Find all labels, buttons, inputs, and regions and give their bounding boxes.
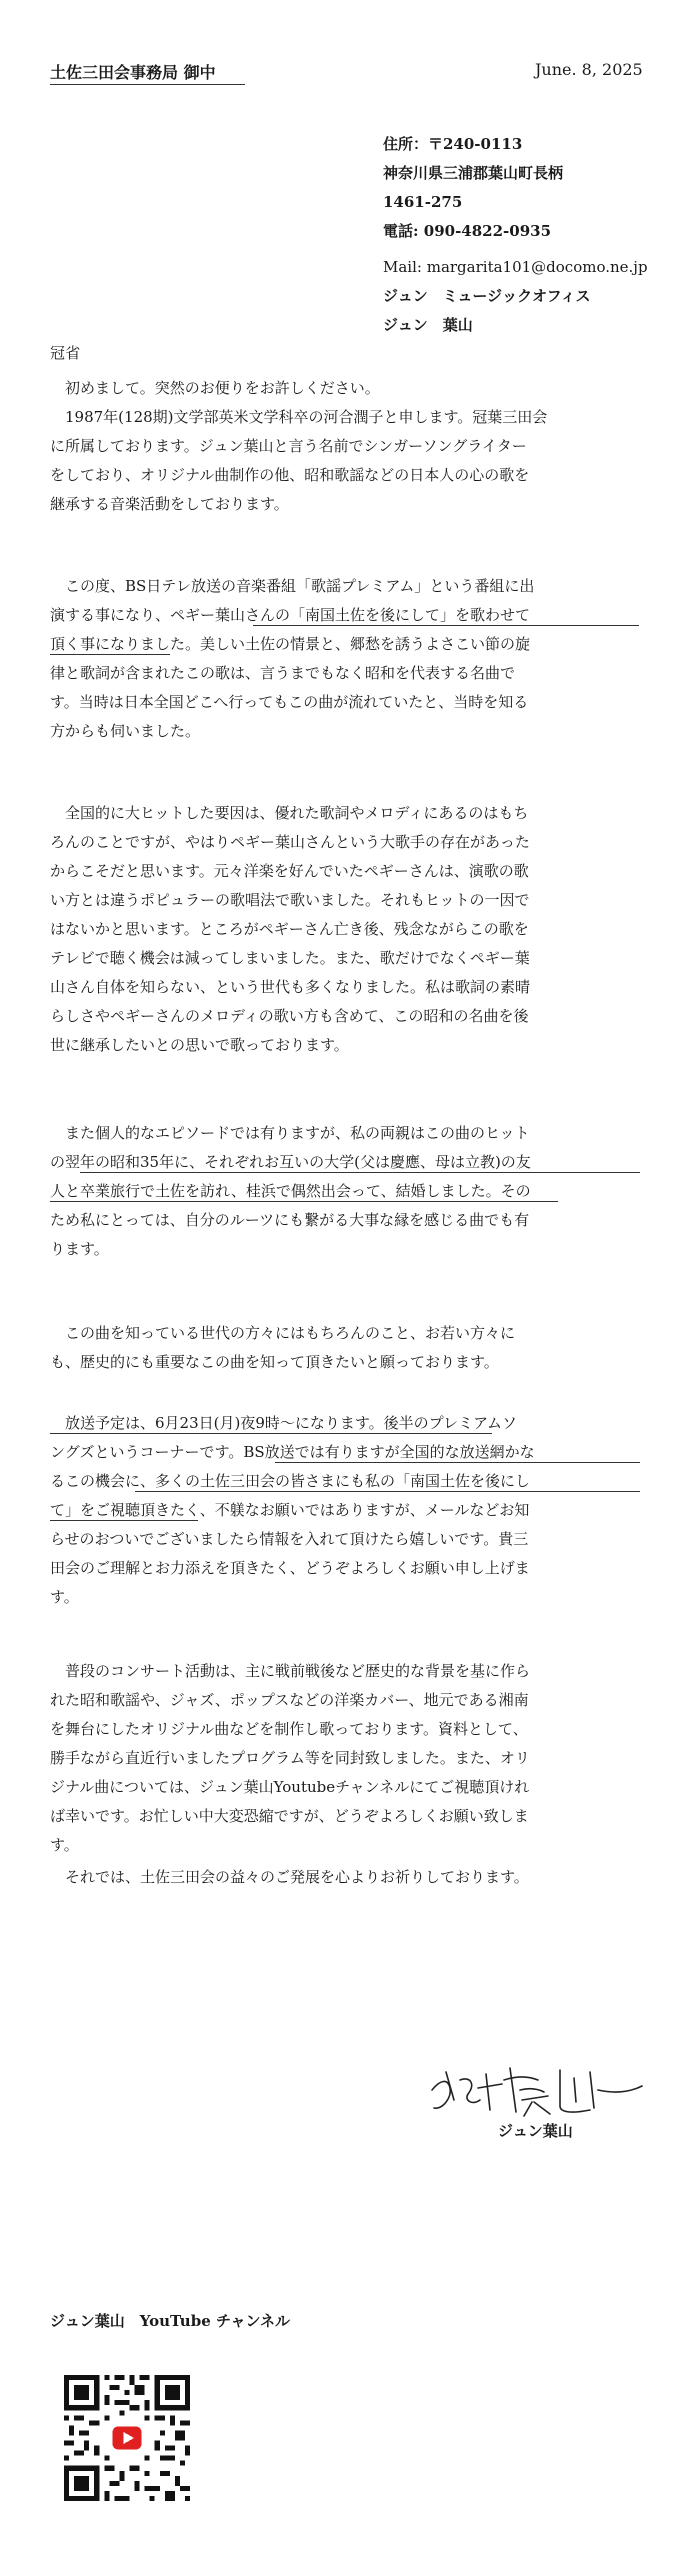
underline xyxy=(50,654,170,655)
paragraph-line: テレビで聴く機会は減ってしまいました。また、歌だけでなくペギー葉 xyxy=(50,949,530,967)
sender-postal: 住所：〒240-0113 xyxy=(383,135,523,153)
paragraph-line: 初めまして。突然のお便りをお許しください。 xyxy=(50,379,380,397)
recipient-line: 土佐三田会事務局 御中 xyxy=(50,63,216,82)
paragraph-line: 頂く事になりました。美しい土佐の情景と、郷愁を誘うよさこい節の旋 xyxy=(50,635,531,653)
paragraph-line: 放送予定は、6月23日(月)夜9時～になります。後半のプレミアムソ xyxy=(50,1414,518,1432)
paragraph-line: それでは、土佐三田会の益々のご発展を心よりお祈りしております。 xyxy=(50,1868,529,1886)
paragraph-line: に所属しております。ジュン葉山と言う名前でシンガーソングライター xyxy=(50,437,527,455)
sender-name: ジュン 葉山 xyxy=(383,316,473,334)
paragraph-line: この度、BS日テレ放送の音楽番組「歌謡プレミアム」という番組に出 xyxy=(50,577,535,595)
paragraph-line: この曲を知っている世代の方々にはもちろんのこと、お若い方々に xyxy=(50,1324,516,1342)
sender-address-2: 1461-275 xyxy=(383,193,463,211)
greeting: 冠省 xyxy=(50,344,81,362)
paragraph-line: 方からも伺いました。 xyxy=(50,722,201,740)
paragraph-line: い方とは違うポピュラーの歌唱法で歌いました。それもヒットの一因で xyxy=(50,891,530,909)
signature-name: ジュン葉山 xyxy=(498,2122,573,2140)
paragraph-line: はないかと思います。ところがペギーさん亡き後、残念ながらこの歌を xyxy=(50,920,529,938)
paragraph-line: 人と卒業旅行で土佐を訪れ、桂浜で偶然出会って、結婚しました。その xyxy=(50,1182,531,1200)
paragraph-line: も、歴史的にも重要なこの曲を知って頂きたいと願っております。 xyxy=(50,1353,499,1371)
paragraph-line: を舞台にしたオリジナル曲などを制作し歌っております。資料として、 xyxy=(50,1720,528,1738)
paragraph-line: 全国的に大ヒットした要因は、優れた歌詞やメロディにあるのはもち xyxy=(50,804,529,822)
paragraph-line: す。 xyxy=(50,1836,79,1854)
paragraph-line: 世に継承したいとの思いで歌っております。 xyxy=(50,1036,349,1054)
paragraph-line: て」をご視聴頂きたく、不躾なお願いではありますが、メールなどお知 xyxy=(50,1501,530,1519)
paragraph-line: ろんのことですが、やはりペギー葉山さんという大歌手の存在があった xyxy=(50,833,530,851)
paragraph-line: 普段のコンサート活動は、主に戦前戦後など歴史的な背景を基に作ら xyxy=(50,1662,531,1680)
paragraph-line: 1987年(128期)文学部英米文学科卒の河合潤子と申します。冠葉三田会 xyxy=(50,408,548,426)
paragraph-line: らしさやペギーさんのメロディの歌い方も含めて、この昭和の名曲を後 xyxy=(50,1007,529,1025)
paragraph-line: 勝手ながら直近行いましたプログラム等を同封致しました。また、オリ xyxy=(50,1749,530,1767)
paragraph-line: ングズというコーナーです。BS放送では有りますが全国的な放送網かな xyxy=(50,1443,535,1461)
paragraph-line: また個人的なエピソードでは有りますが、私の両親はこの曲のヒット xyxy=(50,1124,530,1142)
youtube-channel-label: ジュン葉山 YouTube チャンネル xyxy=(50,2312,291,2330)
paragraph-line: す。 xyxy=(50,1588,79,1606)
underline xyxy=(275,1462,640,1463)
sender-mail: Mail: margarita101@docomo.ne.jp xyxy=(383,258,648,276)
paragraph-line: らせのおついでございましたら情報を入れて頂けたら嬉しいです。貴三 xyxy=(50,1530,529,1548)
paragraph-line: ため私にとっては、自分のルーツにも繋がる大事な縁を感じる曲でも有 xyxy=(50,1211,530,1229)
paragraph-line: 演する事になり、ペギー葉山さんの「南国土佐を後にして」を歌わせて xyxy=(50,606,531,624)
underline xyxy=(80,1172,640,1173)
paragraph-line: 継承する音楽活動をしております。 xyxy=(50,495,289,513)
paragraph-line: をしており、オリジナル曲制作の他、昭和歌謡などの日本人の心の歌を xyxy=(50,466,530,484)
sender-phone: 電話: 090-4822-0935 xyxy=(383,222,552,240)
paragraph-line: ば幸いです。お忙しい中大変恐縮ですが、どうぞよろしくお願い致しま xyxy=(50,1807,529,1825)
letter-date: June. 8, 2025 xyxy=(535,60,643,79)
underline xyxy=(50,1520,198,1521)
sender-address-1: 神奈川県三浦郡葉山町長柄 xyxy=(383,164,564,182)
underline xyxy=(135,1491,640,1492)
underline xyxy=(253,625,639,626)
youtube-qr-code[interactable] xyxy=(64,2375,190,2501)
paragraph-line: るこの機会に、多くの土佐三田会の皆さまにも私の「南国土佐を後にし xyxy=(50,1472,531,1490)
paragraph-line: 山さん自体を知らない、という世代も多くなりました。私は歌詞の素晴 xyxy=(50,978,531,996)
paragraph-line: れた昭和歌謡や、ジャズ、ポップスなどの洋楽カバー、地元である湘南 xyxy=(50,1691,529,1709)
paragraph-line: からこそだと思います。元々洋楽を好んでいたペギーさんは、演歌の歌 xyxy=(50,862,529,880)
underline xyxy=(50,1433,492,1434)
recipient-underline xyxy=(50,84,245,85)
paragraph-line: の翌年の昭和35年に、それぞれお互いの大学(父は慶應、母は立教)の友 xyxy=(50,1153,531,1171)
sender-office: ジュン ミュージックオフィス xyxy=(383,287,591,305)
paragraph-line: 律と歌詞が含まれたこの歌は、言うまでもなく昭和を代表する名曲で xyxy=(50,664,516,682)
paragraph-line: す。当時は日本全国どこへ行ってもこの曲が流れていたと、当時を知る xyxy=(50,693,529,711)
underline xyxy=(50,1201,558,1202)
paragraph-line: ジナル曲については、ジュン葉山Youtubeチャンネルにてご視聴頂けれ xyxy=(50,1778,530,1796)
paragraph-line: 田会のご理解とお力添えを頂きたく、どうぞよろしくお願い申し上げま xyxy=(50,1559,530,1577)
handwritten-signature xyxy=(420,2050,650,2120)
paragraph-line: ります。 xyxy=(50,1240,109,1258)
